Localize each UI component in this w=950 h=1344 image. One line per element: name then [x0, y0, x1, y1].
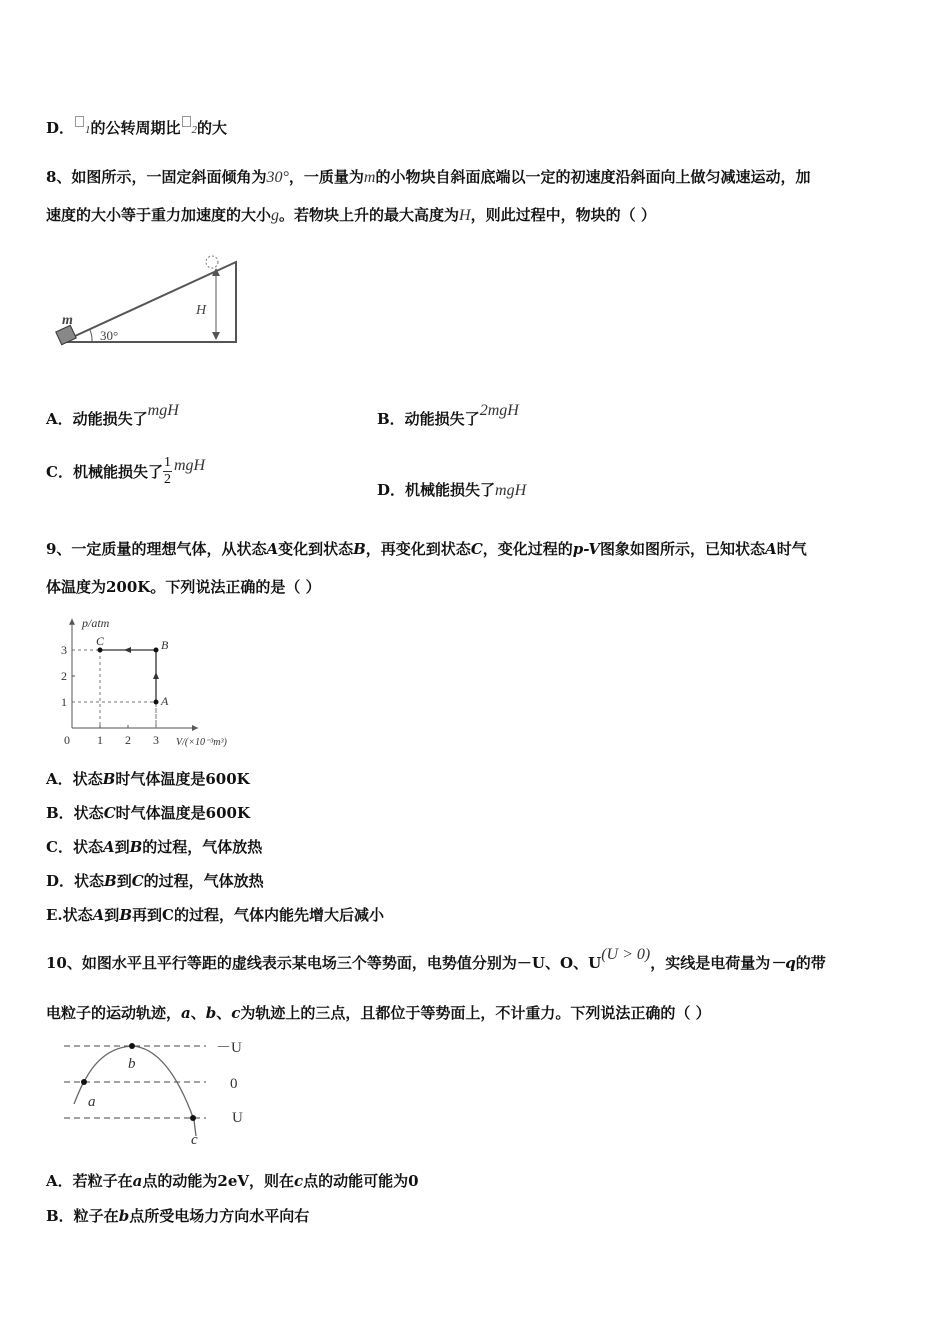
- var: C: [103, 804, 116, 822]
- label-u: U: [232, 1110, 243, 1126]
- text: 、: [216, 1004, 232, 1022]
- q10-stem-line2: [46, 1002, 711, 1023]
- text: B．状态: [46, 804, 104, 822]
- text: 的过程，气体放热: [143, 872, 264, 890]
- text: 、: [573, 954, 589, 972]
- q8-option-d: [377, 479, 526, 500]
- state-label-B: B: [161, 638, 169, 652]
- missing-glyph-icon: [182, 116, 191, 127]
- text: A．状态: [46, 770, 103, 788]
- text: 时气体温度是600K: [115, 804, 250, 822]
- x-tick-label: 2: [125, 733, 131, 747]
- text: 到: [114, 838, 130, 856]
- math: (U > 0): [601, 946, 651, 963]
- text: B．粒子在: [46, 1207, 119, 1225]
- angle-arc: [90, 330, 92, 342]
- var: a: [132, 1172, 143, 1190]
- y-tick-label: 3: [61, 643, 67, 657]
- option-label: D．机械能损失了: [377, 481, 496, 499]
- x-tick-label: 3: [153, 733, 159, 747]
- math: m: [363, 169, 376, 186]
- state-point-C: [98, 648, 103, 653]
- var: B: [353, 540, 366, 558]
- text: ，一质量为: [288, 168, 364, 186]
- text: 点的动能为2eV，则在: [142, 1172, 294, 1190]
- option-text: 的公转周期比: [90, 119, 181, 137]
- text: 时气: [776, 540, 807, 558]
- text: 为轨迹上的三点，且都位于等势面上，不计重力。下列说法正确的（ ）: [240, 1004, 711, 1022]
- text: 图象如图所示，已知状态: [600, 540, 766, 558]
- text: 时气体温度是600K: [115, 770, 250, 788]
- option-label: C．机械能损失了: [46, 463, 163, 481]
- text: D．状态: [46, 872, 105, 890]
- denominator: 2: [163, 472, 171, 487]
- text: 再到C的过程，气体内能先增大后减小: [132, 906, 384, 924]
- q7-option-d: [46, 116, 227, 138]
- var: b: [205, 1004, 217, 1022]
- math: H: [459, 207, 471, 224]
- var: c: [294, 1172, 304, 1190]
- q8-option-c: [46, 455, 205, 488]
- point-a: [81, 1079, 87, 1085]
- state-point-A: [154, 700, 159, 705]
- q10-option-a: [46, 1170, 419, 1191]
- q10-option-b: [46, 1205, 309, 1226]
- text: ，则此过程中，物块的（ ）: [470, 206, 656, 224]
- text: 点的动能可能为0: [303, 1172, 419, 1190]
- angle-label: 30°: [100, 328, 119, 343]
- state-label-C: C: [96, 634, 105, 648]
- incline-figure: [50, 250, 250, 350]
- text: 10、如图水平且平行等距的虚线表示某电场三个等势面，电势值分别为: [46, 954, 517, 972]
- arrow-down: [212, 332, 220, 340]
- text: 。若物块上升的最大高度为: [279, 206, 460, 224]
- var: A: [266, 540, 279, 558]
- var: c: [231, 1004, 241, 1022]
- q9-option-b: [46, 802, 250, 823]
- text: 8、如图所示，一固定斜面倾角为: [46, 168, 267, 186]
- q8-option-a: [46, 402, 179, 429]
- y-tick-label: 2: [61, 669, 67, 683]
- text: E.状态: [46, 906, 93, 924]
- text: 体温度为200K。下列说法正确的是（ ）: [46, 578, 321, 596]
- process-arrow: [153, 672, 159, 679]
- label-b: b: [128, 1056, 136, 1072]
- math: mgH: [147, 402, 179, 419]
- text: 9、一定质量的理想气体，从状态: [46, 540, 267, 558]
- text: ，实线是电荷量为: [650, 954, 771, 972]
- point-b: [129, 1043, 135, 1049]
- text: U: [588, 954, 602, 972]
- var: a: [181, 1004, 191, 1022]
- subscript: 1: [85, 124, 91, 136]
- fraction: [163, 455, 172, 488]
- text: ，变化过程的: [482, 540, 573, 558]
- numerator: 1: [163, 455, 171, 470]
- q8-option-b: [377, 402, 519, 429]
- var: B: [104, 872, 117, 890]
- text: A．若粒子在: [46, 1172, 133, 1190]
- q9-stem-line1: [46, 538, 807, 559]
- x-axis-arrow: [192, 725, 198, 731]
- text: 电粒子的运动轨迹，: [46, 1004, 182, 1022]
- text: 、: [544, 954, 560, 972]
- var: b: [118, 1207, 130, 1225]
- field-figure: [56, 1034, 266, 1152]
- state-label-A: A: [161, 694, 169, 708]
- var: A: [92, 906, 105, 924]
- math: mgH: [495, 482, 527, 499]
- label-neg-u: －U: [216, 1040, 242, 1056]
- q9-option-d: [46, 870, 264, 891]
- math: mgH: [173, 456, 206, 474]
- var: －q: [770, 954, 796, 972]
- x-tick-label: 1: [97, 733, 103, 747]
- option-text: 的大: [197, 119, 228, 137]
- pv-axes: [61, 616, 227, 748]
- label-c: c: [191, 1132, 198, 1148]
- text: 变化到状态: [278, 540, 354, 558]
- mass-label: m: [62, 313, 73, 328]
- var: B: [129, 838, 143, 856]
- incline-triangle: [62, 262, 236, 342]
- var: C: [131, 872, 144, 890]
- var: B: [102, 770, 116, 788]
- text: 到: [116, 872, 132, 890]
- y-tick-label: 1: [61, 695, 67, 709]
- top-block-dashed: [206, 256, 218, 268]
- text: 的过程，气体放热: [142, 838, 263, 856]
- var: B: [119, 906, 132, 924]
- y-axis-label: p/atm: [82, 615, 110, 630]
- option-label: D．: [46, 119, 75, 137]
- q10-stem-line1: [46, 946, 826, 973]
- text: 到: [104, 906, 120, 924]
- pv-marks: [96, 634, 169, 708]
- math: g: [271, 207, 280, 224]
- option-label: A．动能损失了: [46, 410, 148, 428]
- var: A: [102, 838, 115, 856]
- var: C: [470, 540, 483, 558]
- text: 速度的大小等于重力加速度的大小: [46, 206, 272, 224]
- var: A: [765, 540, 777, 558]
- text: 的小物块自斜面底端以一定的初速度沿斜面向上做匀减速运动，加: [375, 168, 811, 186]
- text: ，再变化到状态: [365, 540, 471, 558]
- label-zero: 0: [230, 1076, 238, 1092]
- process-arrow: [124, 647, 131, 653]
- q9-option-a: [46, 768, 250, 789]
- subscript: 2: [191, 124, 198, 136]
- math: 30°: [266, 169, 289, 186]
- q9-option-c: [46, 836, 262, 857]
- math: 2mgH: [479, 402, 519, 419]
- x-axis-label: V/(×10⁻³m³): [176, 737, 227, 748]
- var: p-V: [572, 540, 601, 558]
- text: 点所受电场力方向水平向右: [129, 1207, 310, 1225]
- text: C．状态: [46, 838, 103, 856]
- point-c: [190, 1115, 196, 1121]
- q9-option-e: [46, 904, 384, 925]
- missing-glyph-icon: [75, 116, 84, 127]
- q8-stem-line1: [46, 166, 810, 187]
- option-label: B．动能损失了: [377, 410, 480, 428]
- height-label: H: [196, 303, 207, 318]
- y-axis-arrow: [69, 619, 75, 625]
- label-a: a: [88, 1094, 96, 1110]
- text: 、: [190, 1004, 206, 1022]
- text: 的带: [795, 954, 826, 972]
- pv-chart: [56, 602, 266, 752]
- origin-label: 0: [64, 733, 70, 747]
- q9-stem-line2: [46, 576, 321, 597]
- state-point-B: [154, 648, 159, 653]
- text: O: [560, 954, 574, 972]
- text: －U: [516, 954, 545, 972]
- q8-stem-line2: [46, 204, 656, 225]
